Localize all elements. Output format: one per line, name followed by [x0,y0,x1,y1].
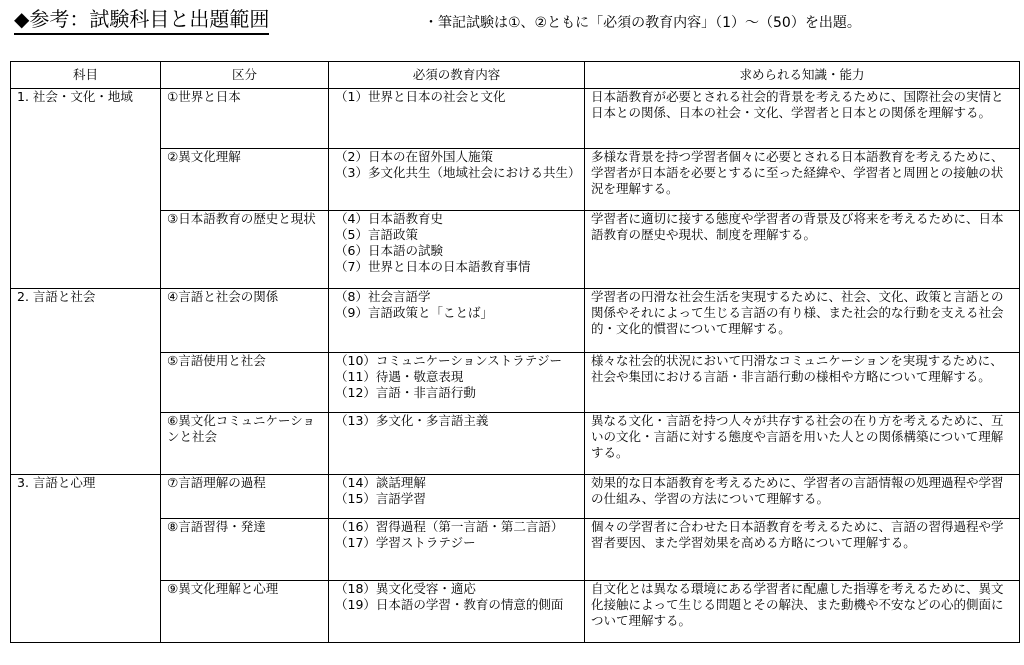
table-row [11,413,1020,475]
section-label: ⑨異文化理解と心理 [167,581,279,596]
content-item: （6）日本語の試験 [335,243,443,258]
content-cell [329,413,585,475]
content-cell [329,581,585,643]
subject-cell [11,289,161,475]
knowledge-text: 自文化とは異なる環境にある学習者に配慮した指導を考えるために、異文化接触によって生じる問題とその解決、また動機や不安などの心的側面について理解する。 [591,581,1004,628]
content-item: （9）言語政策と「ことば」 [335,305,493,320]
knowledge-text: 個々の学習者に合わせた日本語教育を考えるために、言語の習得過程や学習者要因、また学習効果を高める方略について理解する。 [591,519,1004,550]
content-item: （2）日本の在留外国人施策 [335,149,493,164]
subject-label: 2. 言語と社会 [17,289,96,304]
section-cell [161,289,329,353]
header-section: 区分 [161,62,329,89]
section-cell [161,89,329,149]
table-row [11,353,1020,413]
content-cell [329,353,585,413]
content-item: （10）コミュニケーションストラテジー [335,353,563,368]
table-row [11,581,1020,643]
content-cell [329,519,585,581]
content-item: （8）社会言語学 [335,289,431,304]
header-content: 必須の教育内容 [329,62,585,89]
content-cell [329,475,585,519]
section-label: ⑤言語使用と社会 [167,353,266,368]
exam-scope-table [10,61,1020,643]
header-knowledge: 求められる知識・能力 [585,62,1020,89]
knowledge-cell [585,581,1020,643]
exam-note: ・筆記試験は①、②ともに「必須の教育内容」（1）～（50）を出題。 [424,15,861,31]
knowledge-cell [585,211,1020,289]
content-item: （15）言語学習 [335,491,426,506]
subject-cell [11,475,161,643]
knowledge-text: 学習者に適切に接する態度や学習者の背景及び将来を考えるために、日本語教育の歴史や現状、制度を理解する。 [591,211,1004,242]
knowledge-text: 日本語教育が必要とされる社会的背景を考えるために、国際社会の実情と日本との関係、日本の社会・文化、学習者と日本との関係を理解する。 [591,89,1004,120]
content-item: （16）習得過程（第一言語・第二言語） [335,519,564,534]
content-item: （13）多文化・多言語主義 [335,413,489,428]
subject-label: 1. 社会・文化・地域 [17,89,133,104]
knowledge-text: 多様な背景を持つ学習者個々に必要とされる日本語教育を考えるために、学習者が日本語を必要とするに至った経緯や、学習者と周囲との接触の状況を理解する。 [591,149,1004,196]
section-label: ③日本語教育の歴史と現状 [167,211,316,226]
content-item: （7）世界と日本の日本語教育事情 [335,259,531,274]
section-cell [161,211,329,289]
table-row [11,519,1020,581]
table-row [11,211,1020,289]
section-cell [161,149,329,211]
content-item: （14）談話理解 [335,475,426,490]
content-item: （1）世界と日本の社会と文化 [335,89,506,104]
section-label: ⑧言語習得・発達 [167,519,266,534]
content-cell [329,289,585,353]
knowledge-cell [585,353,1020,413]
content-cell [329,89,585,149]
section-cell [161,475,329,519]
content-item: （19）日本語の学習・教育の情意的側面 [335,597,564,612]
table-row [11,89,1020,149]
subject-cell [11,89,161,289]
knowledge-text: 様々な社会的状況において円滑なコミュニケーションを実現するために、社会や集団における言語・非言語行動の様相や方略について理解する。 [591,353,1003,384]
header-subject: 科目 [11,62,161,89]
table-row [11,149,1020,211]
content-item: （18）異文化受容・適応 [335,581,476,596]
content-item: （3）多文化共生（地域社会における共生） [335,165,581,180]
section-cell [161,413,329,475]
table-row [11,289,1020,353]
content-cell [329,149,585,211]
section-label: ①世界と日本 [167,89,241,104]
content-item: （17）学習ストラテジー [335,535,476,550]
content-item: （11）待遇・敬意表現 [335,369,464,384]
knowledge-cell [585,149,1020,211]
knowledge-text: 学習者の円滑な社会生活を実現するために、社会、文化、政策と言語との関係やそれによって生じる言語の有り様、また社会的な行動を支える社会的・文化的慣習について理解する。 [591,289,1004,336]
section-cell [161,519,329,581]
knowledge-cell [585,413,1020,475]
knowledge-text: 効果的な日本語教育を考えるために、学習者の言語情報の処理過程や学習の仕組み、学習の方法について理解する。 [591,475,1004,506]
knowledge-cell [585,289,1020,353]
page-heading: ◆参考：試験科目と出題範囲 [14,6,269,35]
section-cell [161,353,329,413]
table-header-row [11,62,1020,89]
section-cell [161,581,329,643]
section-label: ②異文化理解 [167,149,241,164]
content-item: （5）言語政策 [335,227,418,242]
content-cell [329,211,585,289]
knowledge-text: 異なる文化・言語を持つ人々が共存する社会の在り方を考えるために、互いの文化・言語に対する態度や言語を用いた人との関係構築について理解する。 [591,413,1004,460]
section-label: ④言語と社会の関係 [167,289,279,304]
content-item: （4）日本語教育史 [335,211,443,226]
subject-label: 3. 言語と心理 [17,475,96,490]
section-label: ⑥異文化コミュニケーションと社会 [167,413,315,444]
table-row [11,475,1020,519]
section-label: ⑦言語理解の過程 [167,475,266,490]
knowledge-cell [585,475,1020,519]
content-item: （12）言語・非言語行動 [335,385,476,400]
knowledge-cell [585,519,1020,581]
knowledge-cell [585,89,1020,149]
